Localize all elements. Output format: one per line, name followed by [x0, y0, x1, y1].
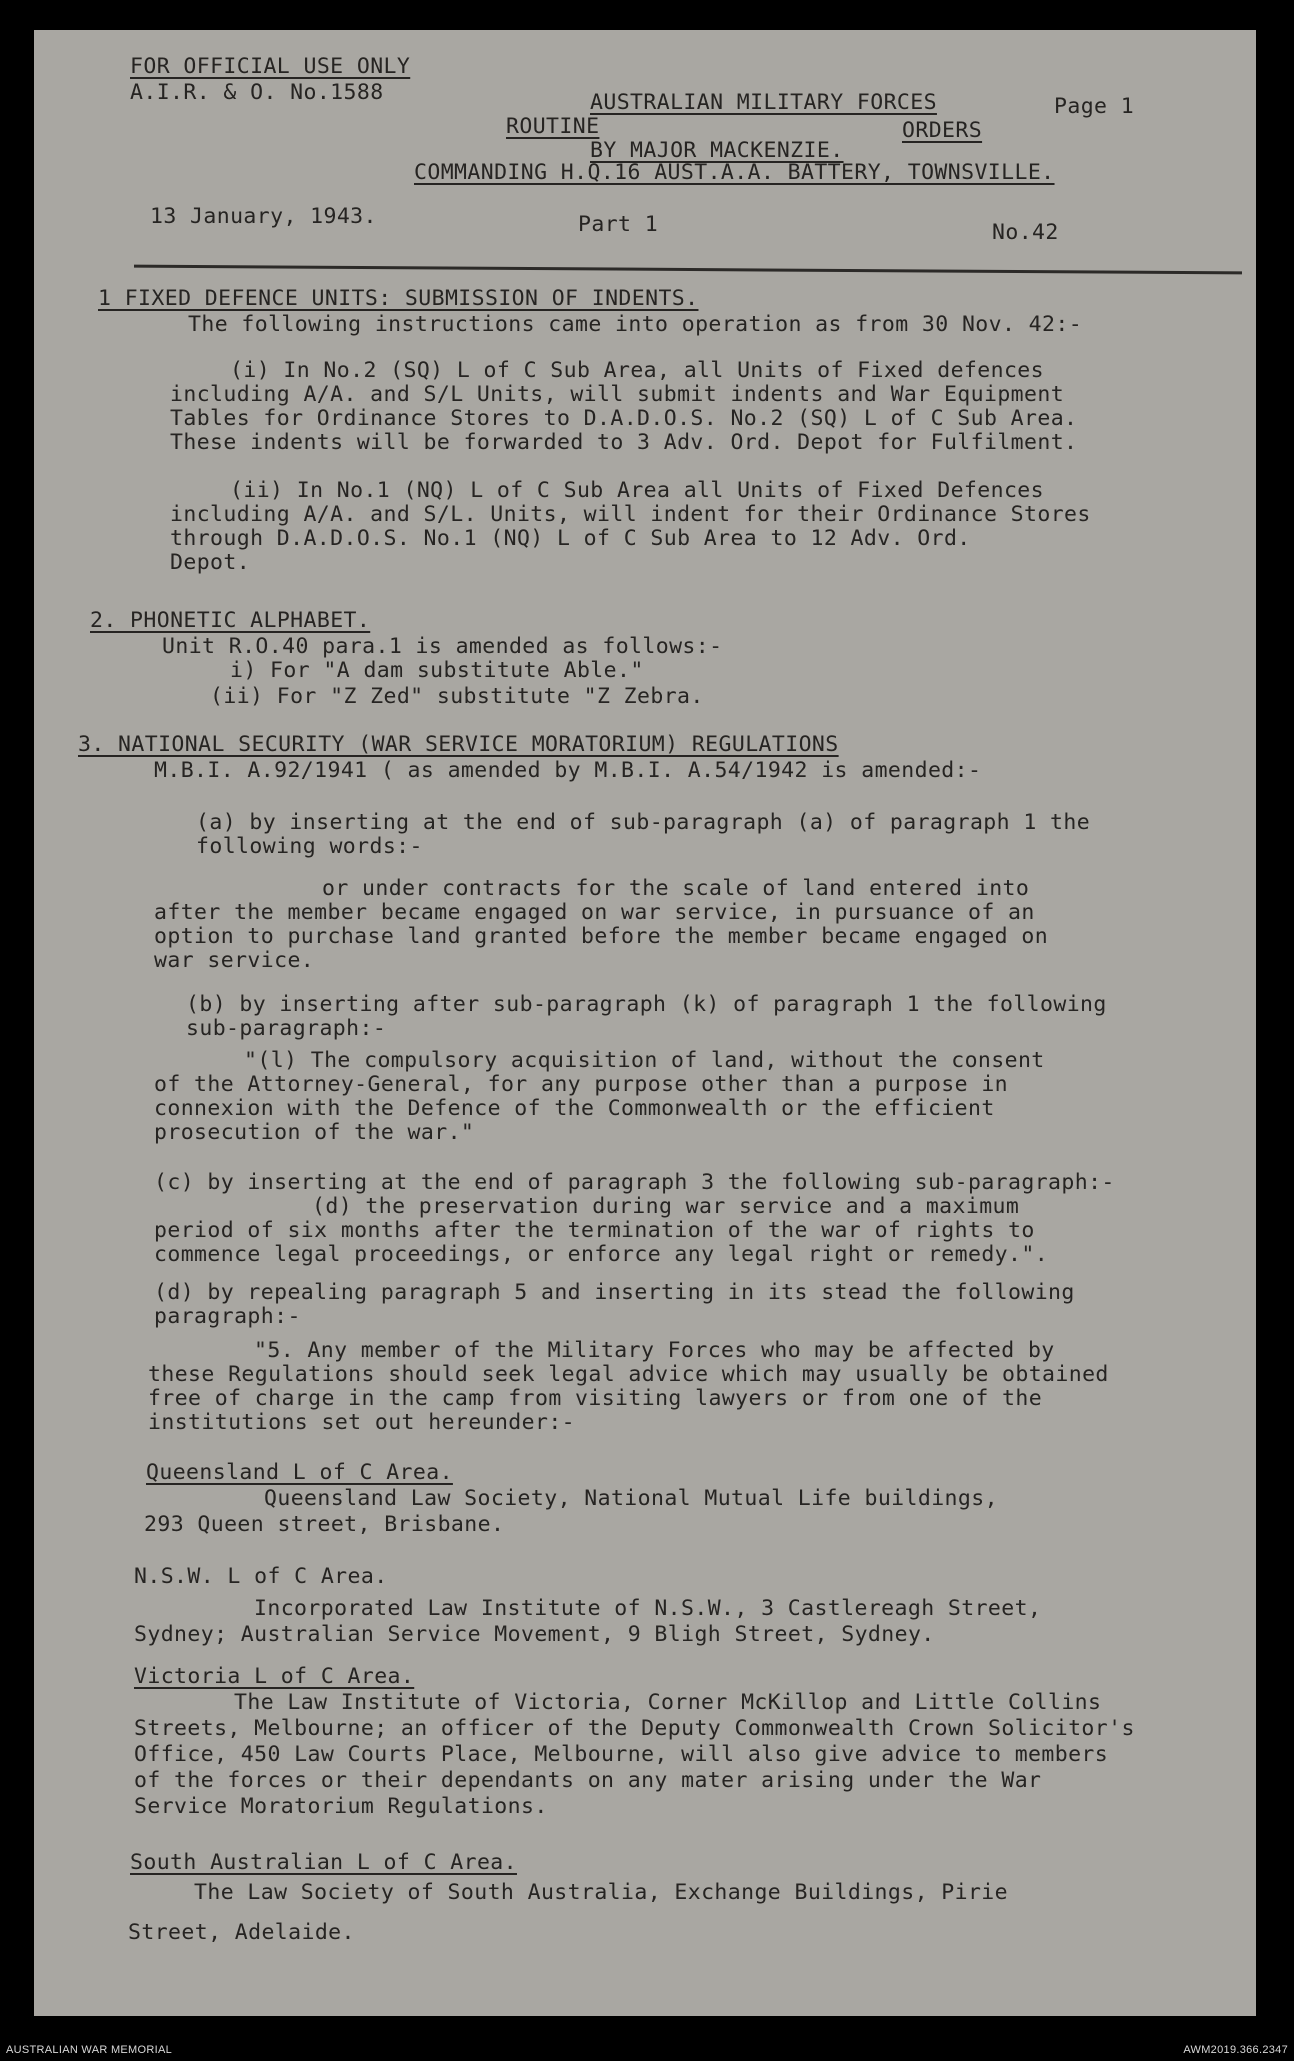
section-3-b-line-4: of the Attorney-General, for any purpose other than a purpose in [154, 1072, 1009, 1097]
footer-source: AUSTRALIAN WAR MEMORIAL [6, 2044, 173, 2056]
section-2-item-ii: (ii) For "Z Zed" substitute "Z Zebra. [210, 684, 704, 709]
section-3-b-line-2: sub-paragraph:- [186, 1016, 387, 1041]
vic-line-2: Streets, Melbourne; an officer of the Deputy Commonwealth Crown Solicitor's [134, 1716, 1135, 1741]
section-3-b-line-5: connexion with the Defence of the Commonwealth or the efficient [154, 1096, 995, 1121]
section-3-c-line-4: commence legal proceedings, or enforce any legal right or remedy.". [154, 1242, 1049, 1267]
qld-line-1: Queensland Law Society, National Mutual Life buildings, [264, 1486, 998, 1511]
orders-label: ORDERS [902, 118, 983, 143]
routine-label: ROUTINE [506, 114, 600, 139]
section-1-i-line-1: (i) In No.2 (SQ) L of C Sub Area, all Units of Fixed defences [230, 358, 1044, 383]
vic-line-3: Office, 450 Law Courts Place, Melbourne, will also give advice to members [134, 1742, 1109, 1767]
section-3-intro: M.B.I. A.92/1941 ( as amended by M.B.I. A.54/1942 is amended:- [154, 758, 982, 783]
commander-line: BY MAJOR MACKENZIE. [590, 138, 844, 163]
section-3-a-line-4: after the member became engaged on war service, in pursuance of an [154, 900, 1035, 925]
section-3-b-line-1: (b) by inserting after sub-paragraph (k) of paragraph 1 the following [186, 992, 1107, 1017]
section-3-heading: 3. NATIONAL SECURITY (WAR SERVICE MORATORIUM) REGULATIONS [78, 732, 839, 757]
section-1-ii-line-4: Depot. [170, 550, 251, 575]
sa-heading: South Australian L of C Area. [130, 1850, 517, 1875]
section-2-item-i: i) For "A dam substitute Able." [230, 658, 644, 683]
header-divider [134, 265, 1242, 275]
order-date: 13 January, 1943. [150, 204, 377, 229]
vic-line-5: Service Moratorium Regulations. [134, 1794, 548, 1819]
section-3-c-line-1: (c) by inserting at the end of paragraph 3 the following sub-paragraph:- [154, 1170, 1115, 1195]
page-number: Page 1 [1054, 94, 1135, 119]
section-3-a-line-2: following words:- [196, 834, 423, 859]
document-page [34, 30, 1256, 2016]
nsw-heading: N.S.W. L of C Area. [134, 1564, 388, 1589]
section-3-a-line-6: war service. [154, 948, 315, 973]
official-use-label: FOR OFFICIAL USE ONLY [130, 54, 411, 79]
section-3-b-line-6: prosecution of the war." [154, 1120, 475, 1145]
section-3-d-line-2: paragraph:- [154, 1304, 301, 1329]
section-3-d-line-3: "5. Any member of the Military Forces who may be affected by [254, 1338, 1055, 1363]
section-3-c-line-2: (d) the preservation during war service and a maximum [312, 1194, 1020, 1219]
vic-line-4: of the forces or their dependants on any mater arising under the War [134, 1768, 1042, 1793]
section-3-c-line-3: period of six months after the termination of the war of rights to [154, 1218, 1035, 1243]
section-3-d-line-6: institutions set out hereunder:- [148, 1410, 576, 1435]
vic-heading: Victoria L of C Area. [134, 1664, 415, 1689]
section-3-a-line-3: or under contracts for the scale of land entered into [322, 876, 1030, 901]
section-3-d-line-1: (d) by repealing paragraph 5 and inserting in its stead the following [154, 1280, 1075, 1305]
nsw-line-2: Sydney; Australian Service Movement, 9 Bligh Street, Sydney. [134, 1622, 935, 1647]
section-1-heading: 1 FIXED DEFENCE UNITS: SUBMISSION OF INDENTS. [98, 286, 699, 311]
section-2-heading: 2. PHONETIC ALPHABET. [90, 608, 371, 633]
section-1-ii-line-3: through D.A.D.O.S. No.1 (NQ) L of C Sub Area to 12 Adv. Ord. [170, 526, 971, 551]
section-3-b-line-3: "(l) The compulsory acquisition of land, without the consent [244, 1048, 1045, 1073]
qld-heading: Queensland L of C Area. [146, 1460, 453, 1485]
reference-number: A.I.R. & O. No.1588 [130, 80, 384, 105]
section-1-ii-line-2: including A/A. and S/L. Units, will indent for their Ordinance Stores [170, 502, 1091, 527]
forces-title: AUSTRALIAN MILITARY FORCES [590, 90, 937, 115]
section-1-i-line-4: These indents will be forwarded to 3 Adv. Ord. Depot for Fulfilment. [170, 430, 1078, 455]
section-3-a-line-5: option to purchase land granted before the member became engaged on [154, 924, 1049, 949]
part-label: Part 1 [578, 212, 659, 237]
sa-line-1: The Law Society of South Australia, Exchange Buildings, Pirie [194, 1880, 1008, 1905]
vic-line-1: The Law Institute of Victoria, Corner McKillop and Little Collins [234, 1690, 1102, 1715]
footer-accession-number: AWM2019.366.2347 [1183, 2044, 1288, 2056]
section-1-ii-line-1: (ii) In No.1 (NQ) L of C Sub Area all Units of Fixed Defences [230, 478, 1044, 503]
qld-line-2: 293 Queen street, Brisbane. [144, 1512, 505, 1537]
section-3-d-line-5: free of charge in the camp from visiting lawyers or from one of the [148, 1386, 1043, 1411]
nsw-line-1: Incorporated Law Institute of N.S.W., 3 Castlereagh Street, [254, 1596, 1042, 1621]
commanding-line: COMMANDING H.Q.16 AUST.A.A. BATTERY, TOWNSVILLE. [414, 160, 1055, 185]
section-3-d-line-4: these Regulations should seek legal advice which may usually be obtained [148, 1362, 1109, 1387]
section-3-a-line-1: (a) by inserting at the end of sub-paragraph (a) of paragraph 1 the [196, 810, 1091, 835]
order-number: No.42 [992, 220, 1059, 245]
section-1-i-line-3: Tables for Ordinance Stores to D.A.D.O.S. No.2 (SQ) L of C Sub Area. [170, 406, 1078, 431]
section-2-intro: Unit R.O.40 para.1 is amended as follows:- [162, 634, 723, 659]
section-1-i-line-2: including A/A. and S/L Units, will submit indents and War Equipment [170, 382, 1065, 407]
section-1-intro: The following instructions came into operation as from 30 Nov. 42:- [188, 312, 1083, 337]
sa-line-2: Street, Adelaide. [128, 1920, 355, 1945]
